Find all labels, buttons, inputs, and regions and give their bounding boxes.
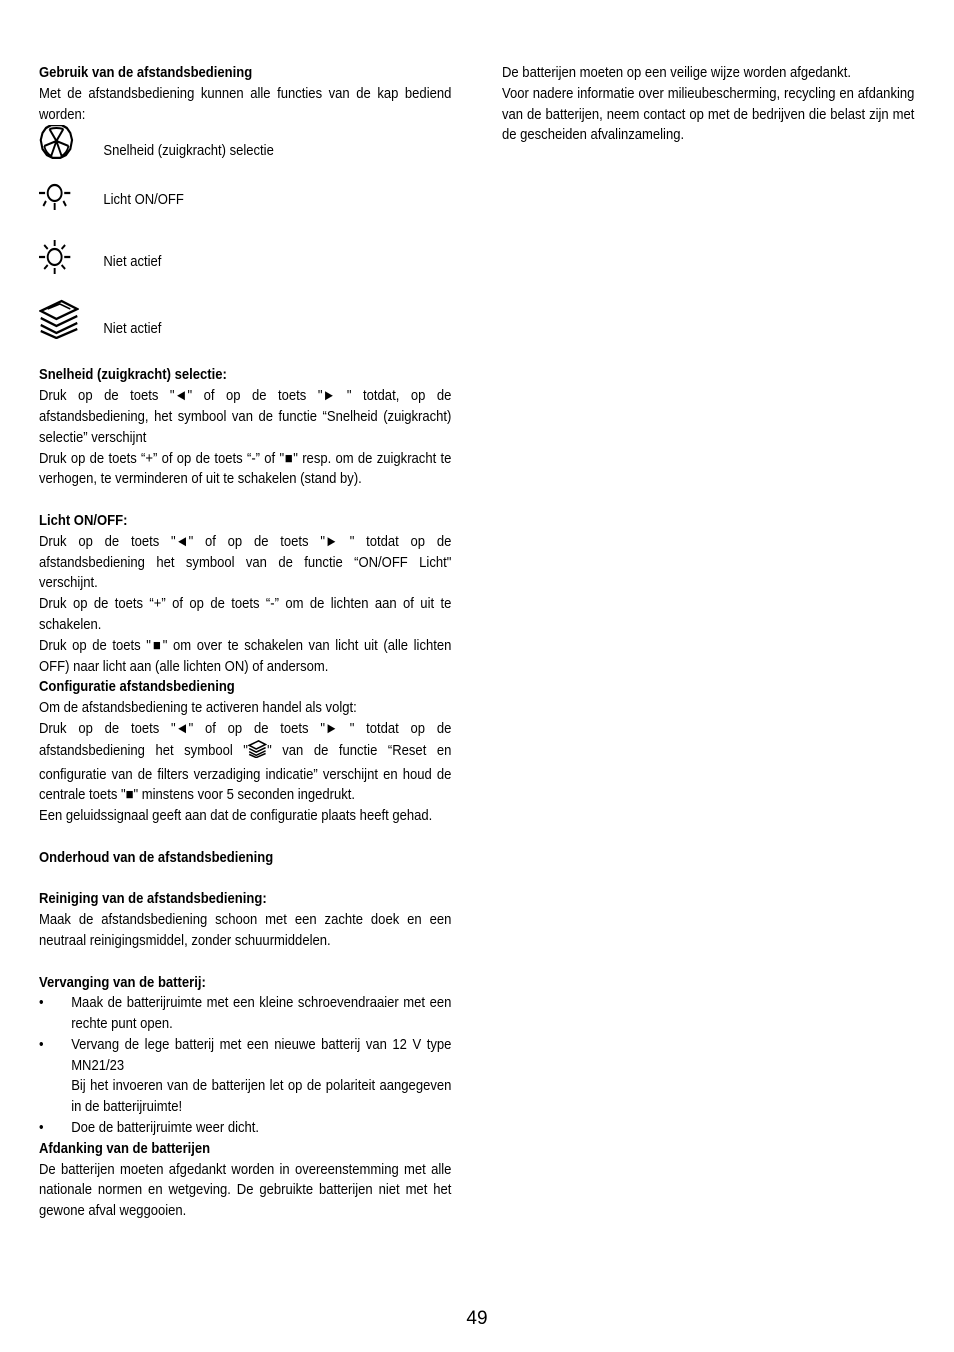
- battery-step-1: Maak de batterijruimte met een kleine schroevendraaier met een rechte punt open.: [71, 994, 452, 1033]
- filter-layers-icon: [39, 299, 103, 339]
- config-paragraph-2-end: " van de functie “Reset en configuratie van de filters verzadiging indicatie” verschijnt en houd de centrale toets "■" minstens voor 5 seconden ingedrukt.: [39, 741, 452, 804]
- list-item: [39, 1035, 451, 1118]
- icon-row-filter: [39, 299, 451, 359]
- icon-row-sun: [39, 239, 451, 299]
- usage-heading: Gebruik van de afstandsbediening: [39, 64, 253, 81]
- bullet-marker: •: [39, 1119, 44, 1137]
- speed-heading: Snelheid (zuigkracht) selectie:: [39, 366, 227, 384]
- light-heading: Licht ON/OFF:: [39, 511, 128, 529]
- sun-icon: [39, 239, 103, 275]
- icon-label-sun: Niet actief: [103, 253, 162, 271]
- light-bulb-icon: [39, 181, 103, 211]
- icon-row-speed: [39, 125, 451, 181]
- disposal-paragraph: De batterijen moeten afgedankt worden in overeenstemming met alle nationale normen en wetgeving. De gebruikte batterijen niet met het gewone afval weggooien.: [39, 1160, 452, 1220]
- icon-label-filter: Niet actief: [103, 320, 162, 338]
- speed-paragraph-2: Druk op de toets “+” of op de toets “-” of "■" resp. om de zuigkracht te verhogen, te verminderen of uit te schakelen (stand by).: [39, 449, 452, 488]
- light-paragraph-3: Druk op de toets "■" om over te schakelen van licht uit (alle lichten OFF) naar licht aan (alle lichten ON) of andersom.: [39, 636, 452, 675]
- config-paragraph-2: [39, 719, 451, 806]
- page-number: 49: [466, 1308, 488, 1329]
- light-paragraph-1: Druk op de toets "◄" of op de toets "► " totdat op de afstandsbediening het symbool van de functie “ON/OFF Licht" verschijnt.: [39, 532, 452, 592]
- cleaning-heading: Reiniging van de afstandsbediening:: [39, 890, 267, 908]
- config-paragraph-1: Om de afstandsbediening te activeren handel als volgt:: [39, 699, 357, 717]
- battery-step-2-note: Bij het invoeren van de batterijen let op de polariteit aangegeven in de batterijruimte!: [71, 1077, 452, 1116]
- bullet-marker: •: [39, 1035, 44, 1053]
- speed-paragraph-1: Druk op de toets "◄" of op de toets "► " totdat, op de afstandsbediening, het symbool van de functie “Snelheid (zuigkracht) selectie” verschijnt: [39, 387, 452, 446]
- battery-step-2: Vervang de lege batterij met een nieuwe batterij van 12 V type MN21/23: [71, 1035, 452, 1074]
- cleaning-paragraph: Maak de afstandsbediening schoon met een zachte doek en een neutraal reinigingsmiddel, zonder schuurmiddelen.: [39, 911, 452, 949]
- icon-label-speed: Snelheid (zuigkracht) selectie: [103, 142, 274, 160]
- right-column: [502, 63, 914, 146]
- battery-heading: Vervanging van de batterij:: [39, 973, 206, 991]
- disposal-heading: Afdanking van de batterijen: [39, 1139, 211, 1157]
- light-paragraph-2: Druk op de toets “+” of op de toets “-” om de lichten aan of uit te schakelen.: [39, 595, 452, 633]
- icon-row-light: [39, 181, 451, 239]
- config-heading: Configuratie afstandsbediening: [39, 678, 235, 696]
- left-column: [39, 63, 451, 1222]
- config-paragraph-3: Een geluidssignaal geeft aan dat de configuratie plaats heeft gehad.: [39, 807, 433, 825]
- list-item: [39, 1118, 451, 1139]
- right-paragraph-2: Voor nadere informatie over milieubescherming, recycling en afdanking van de batterijen, neem contact op met de bedrijven die belast zijn met de gescheiden afvalinzameling.: [502, 84, 915, 144]
- maintenance-heading: Onderhoud van de afstandsbediening: [39, 848, 274, 866]
- bullet-marker: •: [39, 994, 44, 1012]
- usage-intro: Met de afstandsbediening kunnen alle functies van de kap bediend worden:: [39, 84, 452, 123]
- fan-icon: [39, 125, 103, 159]
- icon-label-light: Licht ON/OFF: [103, 191, 184, 209]
- config-paragraph-2-start: Druk op de toets "◄" of op de toets "► " totdat op de afstandsbediening het symbool ": [39, 719, 452, 759]
- battery-step-3: Doe de batterijruimte weer dicht.: [71, 1119, 260, 1137]
- right-paragraph-1: De batterijen moeten op een veilige wijze worden afgedankt.: [502, 64, 851, 81]
- list-item: [39, 993, 451, 1035]
- battery-steps-list: [39, 993, 451, 1139]
- filter-layers-inline-icon: [248, 740, 267, 765]
